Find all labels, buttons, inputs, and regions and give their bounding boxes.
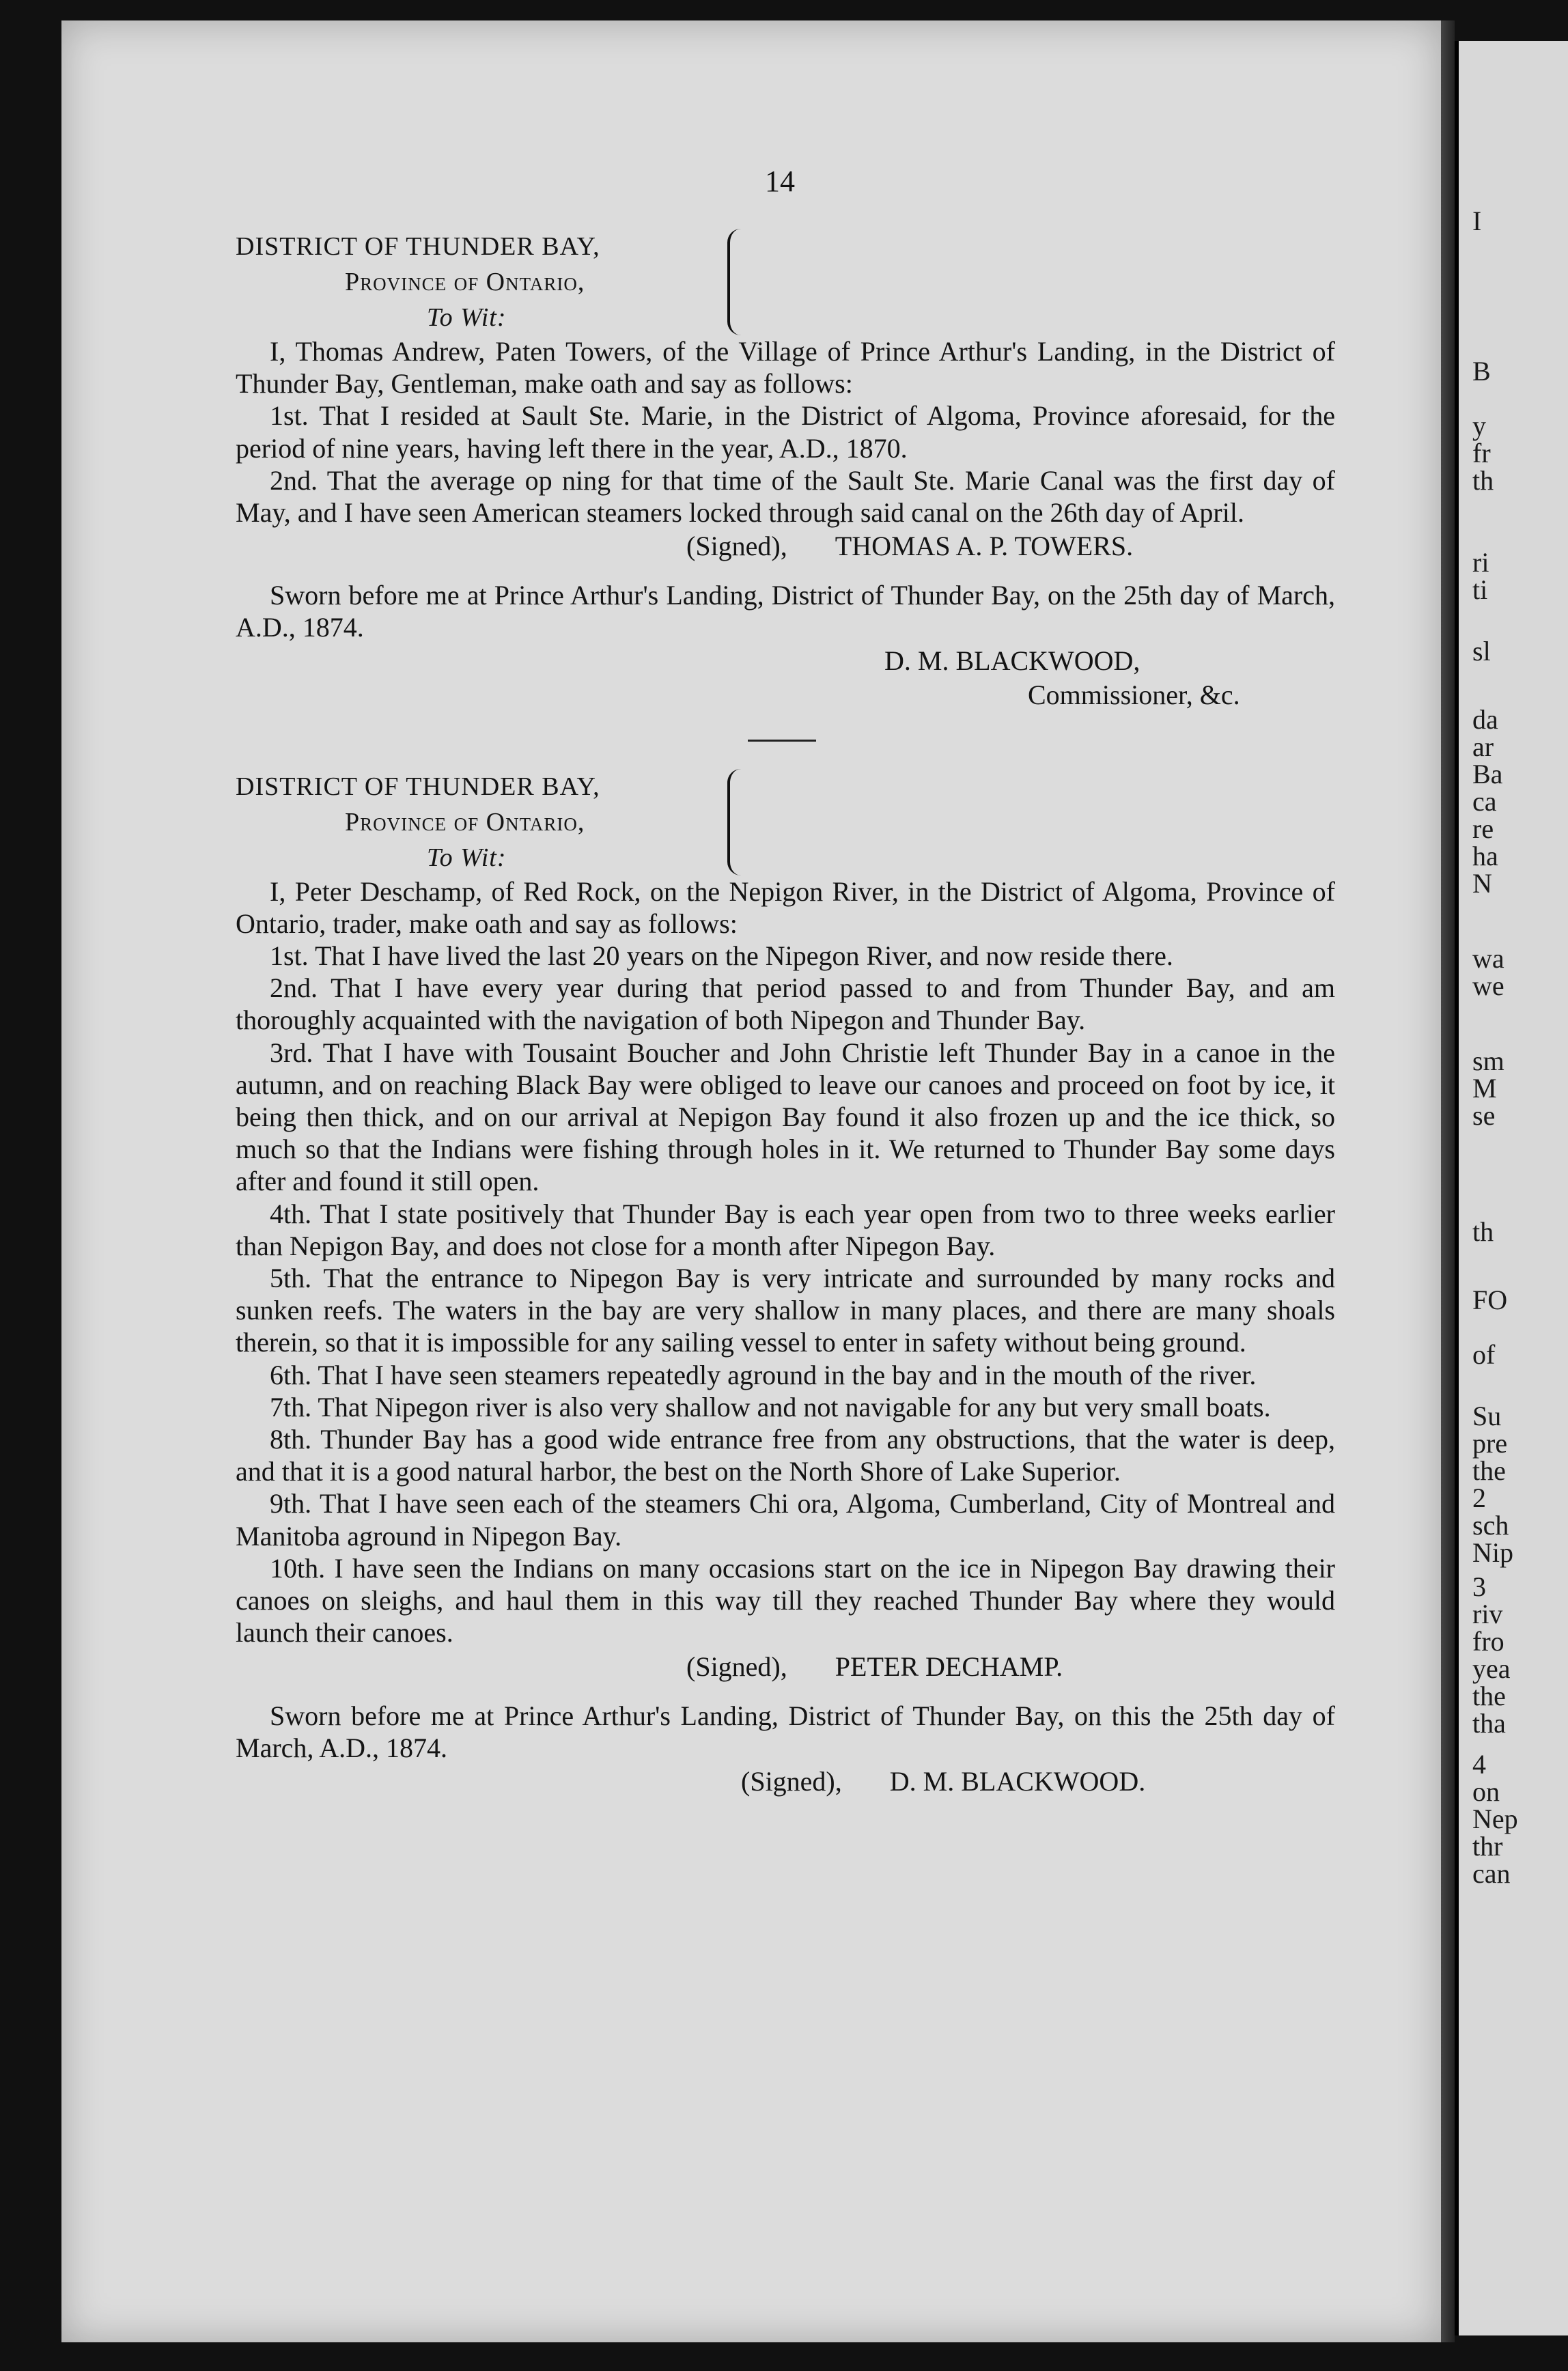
brace — [727, 229, 744, 335]
signatory-name: THOMAS A. P. TOWERS. — [835, 531, 1134, 562]
next-page-text-fragment: fr — [1472, 438, 1491, 468]
next-page-text-fragment: sm — [1472, 1046, 1504, 1076]
paragraph: 3rd. That I have with Tousaint Boucher and John Christie left Thunder Bay in a canoe in the autumn, and on reaching Black Bay were obliged to leave our canoes and proceed on foot by ice, it being then thick, and on our arrival at Nepigon Bay found it also frozen up and the ice thick, so much so that the Indians were fishing through holes in it. We returned to Thunder Bay some days after and found it still open. — [236, 1037, 1335, 1197]
next-page-text-fragment: wa — [1472, 943, 1504, 974]
commissioner-title: Commissioner, &c. — [1028, 679, 1240, 710]
next-page-text-fragment: thr — [1472, 1831, 1503, 1862]
next-page-text-fragment: fro — [1472, 1626, 1504, 1657]
next-page-text-fragment: y — [1472, 410, 1486, 441]
next-page-text-fragment: 2 — [1472, 1483, 1486, 1513]
affidavit-2-paragraphs — [236, 875, 1335, 1649]
next-page-text-fragment: 4 — [1472, 1749, 1486, 1780]
district-heading: DISTRICT OF THUNDER BAY, — [236, 772, 600, 801]
commissioner-signature-line — [236, 1764, 1335, 1799]
affidavit-1-paragraphs — [236, 335, 1335, 529]
to-wit-heading: To Wit: — [427, 843, 507, 872]
commissioner-name: D. M. BLACKWOOD, — [884, 645, 1140, 676]
signature-line — [236, 1649, 1335, 1685]
signature-line — [236, 529, 1335, 564]
next-page-text-fragment: Ba — [1472, 759, 1503, 789]
next-page-text-fragment: ca — [1472, 786, 1497, 817]
next-page-text-fragment: sl — [1472, 636, 1491, 667]
paragraph: 8th. Thunder Bay has a good wide entrance free from any obstructions, that the water is deep, and that it is a good natural harbor, the best on the North Shore of Lake Superior. — [236, 1424, 1335, 1487]
next-page-text-fragment: the — [1472, 1681, 1506, 1711]
next-page-text-fragment: re — [1472, 813, 1494, 844]
paragraph: 6th. That I have seen steamers repeatedly aground in the bay and in the mouth of the river. — [270, 1359, 1257, 1390]
next-page-text-fragment: yea — [1472, 1653, 1511, 1684]
next-page-text-fragment: 3 — [1472, 1571, 1486, 1602]
paragraph: 10th. I have seen the Indians on many occasions start on the ice in Nipegon Bay drawing their canoes on sleighs, and haul them in this way till they reached Thunder Bay where they would launch their canoes. — [236, 1552, 1335, 1649]
next-page-text-fragment: FO — [1472, 1285, 1508, 1315]
paragraph: I, Thomas Andrew, Paten Towers, of the Village of Prince Arthur's Landing, in the District of Thunder Bay, Gentleman, make oath and say as follows: — [236, 336, 1335, 399]
next-page-text-fragment: of — [1472, 1339, 1496, 1370]
next-page-text-fragment: on — [1472, 1776, 1500, 1807]
sworn-statement: Sworn before me at Prince Arthur's Landing, District of Thunder Bay, on this the 25th day of March, A.D., 1874. — [236, 1700, 1335, 1763]
paragraph: 5th. That the entrance to Nipegon Bay is very intricate and surrounded by many rocks and sunken reefs. The waters in the bay are very shallow in many places, and there are many shoals therein, so that it is impossible for any sailing vessel to enter in safety without being ground. — [236, 1263, 1335, 1358]
to-wit-heading: To Wit: — [427, 303, 507, 332]
page-edge — [1441, 20, 1455, 2342]
next-page-text-fragment: th — [1472, 1216, 1494, 1247]
next-page-fragment — [1455, 41, 1568, 2335]
next-page-text-fragment: the — [1472, 1455, 1506, 1486]
next-page-text-fragment: da — [1472, 704, 1498, 735]
next-page-text-fragment: we — [1472, 970, 1504, 1001]
next-page-text-fragment: Nep — [1472, 1804, 1518, 1834]
next-page-text-fragment: Su — [1472, 1401, 1502, 1431]
sworn-statement: Sworn before me at Prince Arthur's Landing, District of Thunder Bay, on the 25th day of March, A.D., 1874. — [236, 580, 1335, 643]
paragraph: I, Peter Deschamp, of Red Rock, on the Nepigon River, in the District of Algoma, Province of Ontario, trader, make oath and say as follows: — [236, 875, 1335, 939]
next-page-text-fragment: se — [1472, 1100, 1496, 1131]
next-page-text-fragment: I — [1472, 206, 1482, 236]
district-heading: DISTRICT OF THUNDER BAY, — [236, 232, 600, 261]
document-body — [236, 164, 1335, 1799]
next-page-text-fragment: Nip — [1472, 1537, 1513, 1568]
next-page-text-fragment: tha — [1472, 1708, 1506, 1739]
next-page-text-fragment: M — [1472, 1073, 1497, 1104]
province-heading: Province of Ontario, — [345, 268, 585, 296]
paragraph: 4th. That I state positively that Thunder Bay is each year open from two to three weeks earlier than Nepigon Bay, and does not close for a month after Nipegon Bay. — [236, 1198, 1335, 1261]
next-page-text-fragment: th — [1472, 465, 1494, 496]
signed-label: (Signed), — [741, 1765, 842, 1797]
next-page-text-fragment: ri — [1472, 547, 1489, 578]
next-page-text-fragment: can — [1472, 1858, 1511, 1889]
brace — [727, 769, 744, 875]
next-page-text-fragment: sch — [1472, 1510, 1509, 1541]
signed-label: (Signed), — [686, 531, 787, 562]
next-page-text-fragment: ha — [1472, 841, 1498, 871]
next-page-text-fragment: N — [1472, 868, 1492, 899]
signed-label: (Signed), — [686, 1651, 787, 1682]
paragraph: 2nd. That I have every year during that period passed to and from Thunder Bay, and am thoroughly acquainted with the navigation of both Nipegon and Thunder Bay. — [236, 972, 1335, 1036]
affidavit-heading-2 — [236, 769, 1335, 875]
affidavit-heading-1 — [236, 229, 1335, 335]
paragraph: 9th. That I have seen each of the steamers Chi ora, Algoma, Cumberland, City of Montreal and Manitoba aground in Nipegon Bay. — [236, 1488, 1335, 1552]
commissioner-name: D. M. BLACKWOOD. — [889, 1765, 1146, 1797]
next-page-text-fragment: pre — [1472, 1428, 1508, 1459]
divider — [748, 740, 816, 742]
paragraph: 2nd. That the average op ning for that time of the Sault Ste. Marie Canal was the first day of May, and I have seen American steamers locked through said canal on the 26th day of April. — [236, 464, 1335, 529]
next-page-text-fragment: B — [1472, 356, 1491, 387]
next-page-text-fragment: ar — [1472, 731, 1494, 762]
next-page-text-fragment: ti — [1472, 574, 1488, 605]
paragraph: 1st. That I resided at Sault Ste. Marie, in the District of Algoma, Province aforesaid, for the period of nine years, having left there in the year, A.D., 1870. — [236, 400, 1335, 464]
paragraph: 1st. That I have lived the last 20 years on the Nipegon River, and now reside there. — [270, 940, 1173, 972]
signatory-name: PETER DECHAMP. — [835, 1651, 1063, 1682]
province-heading: Province of Ontario, — [345, 807, 585, 837]
next-page-text-fragment: riv — [1472, 1599, 1503, 1629]
paragraph: 7th. That Nipegon river is also very shallow and not navigable for any but very small boats. — [270, 1391, 1271, 1422]
page-number: 14 — [765, 165, 795, 198]
